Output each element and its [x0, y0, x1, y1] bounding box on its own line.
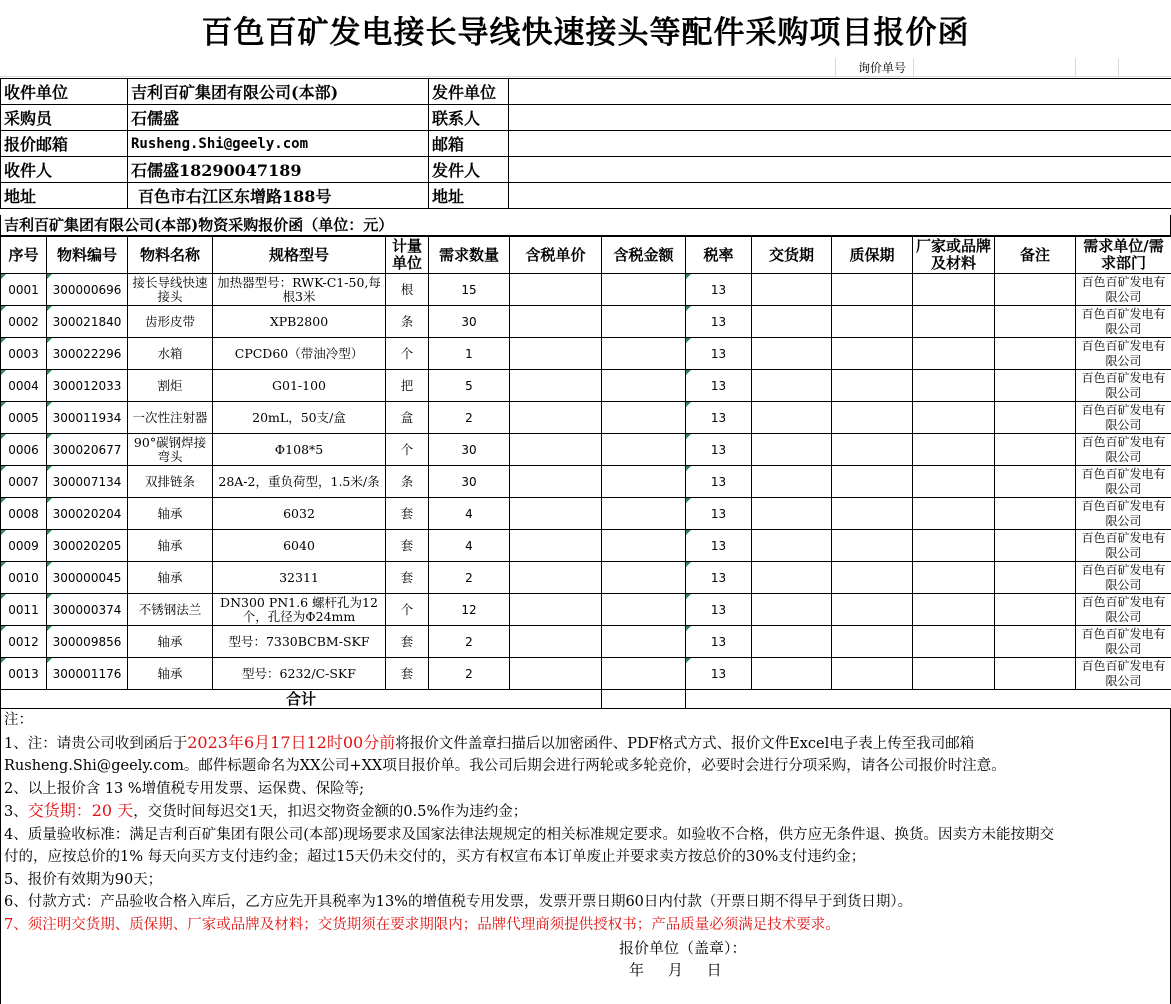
item-dept: 百色百矿发电有限公司	[1076, 498, 1171, 530]
item-no: 0005	[1, 402, 47, 434]
item-remark[interactable]	[995, 498, 1076, 530]
item-code: 300020677	[47, 434, 128, 466]
item-unit: 条	[386, 466, 429, 498]
item-tax: 13	[686, 626, 752, 658]
table-row	[1, 338, 1171, 370]
item-delivery[interactable]	[752, 498, 832, 530]
address-label: 地址	[1, 183, 128, 209]
table-row	[1, 562, 1171, 594]
item-warranty[interactable]	[832, 498, 913, 530]
item-qty: 30	[429, 306, 510, 338]
item-amount[interactable]	[602, 274, 686, 306]
item-tax: 13	[686, 498, 752, 530]
item-amount[interactable]	[602, 402, 686, 434]
col-code: 物料编号	[47, 237, 128, 274]
item-dept: 百色百矿发电有限公司	[1076, 658, 1171, 690]
item-remark[interactable]	[995, 434, 1076, 466]
table-subtitle: 吉利百矿集团有限公司(本部)物资采购报价函（单位：元）	[0, 215, 1171, 236]
item-delivery[interactable]	[752, 530, 832, 562]
item-amount[interactable]	[602, 370, 686, 402]
item-price[interactable]	[510, 338, 602, 370]
total-amount[interactable]	[602, 690, 686, 709]
buyer-value[interactable]: 石儒盛	[128, 105, 429, 131]
item-tax: 13	[686, 530, 752, 562]
gridline	[1075, 58, 1076, 76]
email-label: 报价邮箱	[1, 131, 128, 157]
item-dept: 百色百矿发电有限公司	[1076, 434, 1171, 466]
item-warranty[interactable]	[832, 370, 913, 402]
note-5: 5、报价有效期为90天；	[4, 871, 163, 888]
item-remark[interactable]	[995, 530, 1076, 562]
item-no: 0007	[1, 466, 47, 498]
item-delivery[interactable]	[752, 338, 832, 370]
table-row	[1, 530, 1171, 562]
item-amount[interactable]	[602, 466, 686, 498]
item-qty: 2	[429, 658, 510, 690]
item-delivery[interactable]	[752, 402, 832, 434]
item-dept: 百色百矿发电有限公司	[1076, 306, 1171, 338]
item-no: 0003	[1, 338, 47, 370]
item-dept: 百色百矿发电有限公司	[1076, 338, 1171, 370]
item-code: 300020204	[47, 498, 128, 530]
col-brand: 厂家或品牌及材料	[913, 237, 995, 274]
total-row	[1, 690, 1171, 709]
item-unit: 根	[386, 274, 429, 306]
note-4-a: 4、质量验收标准：满足吉利百矿集团有限公司(本部)现场要求及国家法律法规规定的相关标准规定要求。如验收不合格，供方应无条件退、换货。因卖方未能按期交	[4, 826, 1055, 843]
total-label: 合计	[1, 690, 602, 709]
item-name: 轴承	[128, 530, 213, 562]
item-unit: 套	[386, 498, 429, 530]
item-qty: 4	[429, 530, 510, 562]
receiver-unit-label: 收件单位	[1, 79, 128, 105]
item-warranty[interactable]	[832, 274, 913, 306]
col-no: 序号	[1, 237, 47, 274]
item-price[interactable]	[510, 530, 602, 562]
item-unit: 盒	[386, 402, 429, 434]
item-spec: 加热器型号：RWK-C1-50,每根3米	[213, 274, 386, 306]
item-name: 水箱	[128, 338, 213, 370]
item-name: 轴承	[128, 626, 213, 658]
item-qty: 30	[429, 434, 510, 466]
address-value[interactable]: 百色市右江区东增路188号	[128, 183, 429, 209]
item-amount[interactable]	[602, 658, 686, 690]
item-spec: 型号：6232/C-SKF	[213, 658, 386, 690]
item-spec: 32311	[213, 562, 386, 594]
inquiry-row	[0, 58, 1171, 77]
item-tax: 13	[686, 306, 752, 338]
item-unit: 套	[386, 530, 429, 562]
item-dept: 百色百矿发电有限公司	[1076, 594, 1171, 626]
item-brand[interactable]	[913, 274, 995, 306]
mailbox-value[interactable]	[509, 131, 1171, 157]
item-amount[interactable]	[602, 434, 686, 466]
table-row	[1, 626, 1171, 658]
note-3-a: 3、	[4, 804, 28, 820]
item-price[interactable]	[510, 658, 602, 690]
item-price[interactable]	[510, 626, 602, 658]
header-row	[1, 237, 1171, 274]
item-tax: 13	[686, 562, 752, 594]
item-name: 轴承	[128, 658, 213, 690]
item-brand[interactable]	[913, 338, 995, 370]
item-warranty[interactable]	[832, 626, 913, 658]
item-code: 300000374	[47, 594, 128, 626]
item-dept: 百色百矿发电有限公司	[1076, 370, 1171, 402]
item-delivery[interactable]	[752, 466, 832, 498]
sign-date: 年 月 日	[629, 961, 722, 979]
item-tax: 13	[686, 658, 752, 690]
item-remark[interactable]	[995, 370, 1076, 402]
item-remark[interactable]	[995, 594, 1076, 626]
signature-block	[619, 937, 747, 981]
info-table	[0, 78, 1171, 209]
recipient-value[interactable]: 石儒盛18290047189	[128, 157, 429, 183]
note-1-b: 将报价文件盖章扫描后以加密函件、PDF格式方式、报价文件Excel电子表上传至我司邮箱	[395, 735, 975, 752]
item-qty: 12	[429, 594, 510, 626]
table-row	[1, 370, 1171, 402]
item-unit: 个	[386, 594, 429, 626]
item-price[interactable]	[510, 306, 602, 338]
item-spec: Ф108*5	[213, 434, 386, 466]
item-dept: 百色百矿发电有限公司	[1076, 626, 1171, 658]
item-spec: 6032	[213, 498, 386, 530]
item-brand[interactable]	[913, 402, 995, 434]
item-brand[interactable]	[913, 530, 995, 562]
item-delivery[interactable]	[752, 626, 832, 658]
item-price[interactable]	[510, 562, 602, 594]
item-spec: G01-100	[213, 370, 386, 402]
item-delivery[interactable]	[752, 562, 832, 594]
item-no: 0012	[1, 626, 47, 658]
item-spec: XPB2800	[213, 306, 386, 338]
item-remark[interactable]	[995, 466, 1076, 498]
item-spec: CPCD60（带油冷型）	[213, 338, 386, 370]
item-unit: 条	[386, 306, 429, 338]
sender-address-label: 地址	[429, 183, 509, 209]
item-dept: 百色百矿发电有限公司	[1076, 402, 1171, 434]
item-no: 0002	[1, 306, 47, 338]
item-code: 300011934	[47, 402, 128, 434]
item-tax: 13	[686, 338, 752, 370]
table-row	[1, 594, 1171, 626]
item-code: 300001176	[47, 658, 128, 690]
mailbox-label: 邮箱	[429, 131, 509, 157]
item-tax: 13	[686, 274, 752, 306]
item-code: 300007134	[47, 466, 128, 498]
item-unit: 套	[386, 658, 429, 690]
item-remark[interactable]	[995, 274, 1076, 306]
item-code: 300020205	[47, 530, 128, 562]
note-6: 6、付款方式：产品验收合格入库后，乙方应先开具税率为13%的增值税专用发票，发票开票日期60日内付款（开票日期不得早于到货日期）。	[4, 894, 913, 910]
contact-value[interactable]	[509, 105, 1171, 131]
item-warranty[interactable]	[832, 562, 913, 594]
item-brand[interactable]	[913, 466, 995, 498]
table-row	[1, 434, 1171, 466]
item-qty: 30	[429, 466, 510, 498]
item-brand[interactable]	[913, 370, 995, 402]
item-qty: 5	[429, 370, 510, 402]
receiver-unit-value[interactable]: 吉利百矿集团有限公司(本部)	[128, 79, 429, 105]
note-1-c: Rusheng.Shi@geely.com。邮件标题命名为XX公司+XX项目报价单。我公司后期会进行两轮或多轮竞价，必要时会进行分项采购，请各公司报价时注意。	[4, 758, 1006, 774]
note-3	[4, 800, 1170, 824]
item-unit: 个	[386, 434, 429, 466]
sign-unit: 报价单位（盖章）：	[619, 939, 747, 957]
item-name: 轴承	[128, 562, 213, 594]
item-tax: 13	[686, 402, 752, 434]
item-spec: 型号：7330BCBM-SKF	[213, 626, 386, 658]
item-name: 齿形皮带	[128, 306, 213, 338]
item-spec: DN300 PN1.6 螺杆孔为12个，孔径为Ф24mm	[213, 594, 386, 626]
item-remark[interactable]	[995, 562, 1076, 594]
item-qty: 4	[429, 498, 510, 530]
item-dept: 百色百矿发电有限公司	[1076, 562, 1171, 594]
item-no: 0009	[1, 530, 47, 562]
item-warranty[interactable]	[832, 306, 913, 338]
item-remark[interactable]	[995, 626, 1076, 658]
item-name: 不锈钢法兰	[128, 594, 213, 626]
item-no: 0001	[1, 274, 47, 306]
item-spec: 6040	[213, 530, 386, 562]
item-brand[interactable]	[913, 562, 995, 594]
item-unit: 套	[386, 626, 429, 658]
note-2: 2、以上报价含 13 %增值税专用发票、运保费、保险等;	[4, 780, 365, 797]
notes-section	[0, 708, 1171, 1004]
item-no: 0011	[1, 594, 47, 626]
item-warranty[interactable]	[832, 658, 913, 690]
item-unit: 把	[386, 370, 429, 402]
item-price[interactable]	[510, 498, 602, 530]
item-code: 300009856	[47, 626, 128, 658]
total-filler	[686, 690, 1171, 709]
item-qty: 2	[429, 402, 510, 434]
col-warranty: 质保期	[832, 237, 913, 274]
col-name: 物料名称	[128, 237, 213, 274]
item-brand[interactable]	[913, 658, 995, 690]
col-qty: 需求数量	[429, 237, 510, 274]
sender-value[interactable]	[509, 157, 1171, 183]
item-price[interactable]	[510, 434, 602, 466]
item-code: 300021840	[47, 306, 128, 338]
item-dept: 百色百矿发电有限公司	[1076, 466, 1171, 498]
item-warranty[interactable]	[832, 594, 913, 626]
col-tax: 税率	[686, 237, 752, 274]
note-4-b: 付的，应按总价的1% 每天向买方支付违约金；超过15天仍未交付的，买方有权宣布本订单废止并要求卖方按总价的30%支付违约金；	[4, 849, 866, 865]
item-brand[interactable]	[913, 434, 995, 466]
table-row	[1, 498, 1171, 530]
col-spec: 规格型号	[213, 237, 386, 274]
item-price[interactable]	[510, 274, 602, 306]
item-unit: 个	[386, 338, 429, 370]
recipient-label: 收件人	[1, 157, 128, 183]
item-tax: 13	[686, 594, 752, 626]
item-name: 割炬	[128, 370, 213, 402]
table-row	[1, 306, 1171, 338]
sender-address-value[interactable]	[509, 183, 1171, 209]
item-no: 0006	[1, 434, 47, 466]
note-3-b: ，交货时间每迟交1天，扣迟交物资金额的0.5%作为违约金；	[133, 804, 528, 820]
item-remark[interactable]	[995, 658, 1076, 690]
item-tax: 13	[686, 370, 752, 402]
item-name: 接长导线快速接头	[128, 274, 213, 306]
notes-head: 注：	[4, 712, 33, 728]
item-brand[interactable]	[913, 594, 995, 626]
sender-unit-value[interactable]	[509, 79, 1171, 105]
item-delivery[interactable]	[752, 658, 832, 690]
table-row	[1, 658, 1171, 690]
col-unit: 计量单位	[386, 237, 429, 274]
item-spec: 28A-2，重负荷型，1.5米/条	[213, 466, 386, 498]
item-delivery[interactable]	[752, 306, 832, 338]
item-no: 0008	[1, 498, 47, 530]
item-spec: 20mL，50支/盒	[213, 402, 386, 434]
item-brand[interactable]	[913, 626, 995, 658]
item-amount[interactable]	[602, 594, 686, 626]
item-remark[interactable]	[995, 306, 1076, 338]
item-name: 轴承	[128, 498, 213, 530]
col-amount: 含税金额	[602, 237, 686, 274]
item-remark[interactable]	[995, 402, 1076, 434]
item-no: 0010	[1, 562, 47, 594]
item-delivery[interactable]	[752, 434, 832, 466]
table-row	[1, 466, 1171, 498]
item-price[interactable]	[510, 466, 602, 498]
item-qty: 1	[429, 338, 510, 370]
table-row	[1, 402, 1171, 434]
item-name: 一次性注射器	[128, 402, 213, 434]
item-tax: 13	[686, 434, 752, 466]
item-name: 双排链条	[128, 466, 213, 498]
item-no: 0004	[1, 370, 47, 402]
item-code: 300000045	[47, 562, 128, 594]
item-delivery[interactable]	[752, 594, 832, 626]
col-dept: 需求单位/需求部门	[1076, 237, 1171, 274]
item-qty: 15	[429, 274, 510, 306]
item-warranty[interactable]	[832, 434, 913, 466]
item-delivery[interactable]	[752, 370, 832, 402]
table-row	[1, 274, 1171, 306]
item-amount[interactable]	[602, 306, 686, 338]
item-warranty[interactable]	[832, 530, 913, 562]
item-price[interactable]	[510, 402, 602, 434]
note-3-delivery: 交货期：20 天	[27, 801, 134, 820]
item-brand[interactable]	[913, 306, 995, 338]
item-price[interactable]	[510, 370, 602, 402]
inquiry-number-label: 询价单号	[858, 61, 907, 75]
gridline	[1118, 58, 1119, 76]
item-amount[interactable]	[602, 530, 686, 562]
item-remark[interactable]	[995, 338, 1076, 370]
item-qty: 2	[429, 562, 510, 594]
col-price: 含税单价	[510, 237, 602, 274]
item-price[interactable]	[510, 594, 602, 626]
note-1-a: 1、注：请贵公司收到函后于	[4, 735, 188, 752]
sender-unit-label: 发件单位	[429, 79, 509, 105]
sender-label: 发件人	[429, 157, 509, 183]
col-remark: 备注	[995, 237, 1076, 274]
item-tax: 13	[686, 466, 752, 498]
item-warranty[interactable]	[832, 402, 913, 434]
item-amount[interactable]	[602, 498, 686, 530]
note-1	[4, 732, 1170, 756]
item-amount[interactable]	[602, 626, 686, 658]
item-warranty[interactable]	[832, 338, 913, 370]
col-delivery: 交货期	[752, 237, 832, 274]
item-amount[interactable]	[602, 562, 686, 594]
item-qty: 2	[429, 626, 510, 658]
note-7: 7、须注明交货期、质保期、厂家或品牌及材料；交货期须在要求期限内；品牌代理商须提供授权书；产品质量必须满足技术要求。	[4, 916, 840, 933]
items-table	[0, 236, 1171, 709]
item-name: 90°碳钢焊接弯头	[128, 434, 213, 466]
note-1-deadline: 2023年6月17日12时00分前	[187, 732, 396, 752]
item-brand[interactable]	[913, 498, 995, 530]
item-code: 300012033	[47, 370, 128, 402]
contact-label: 联系人	[429, 105, 509, 131]
gridline	[913, 58, 914, 76]
item-unit: 套	[386, 562, 429, 594]
item-amount[interactable]	[602, 338, 686, 370]
item-dept: 百色百矿发电有限公司	[1076, 274, 1171, 306]
email-value[interactable]: Rusheng.Shi@geely.com	[128, 131, 429, 157]
item-dept: 百色百矿发电有限公司	[1076, 530, 1171, 562]
gridline	[835, 58, 836, 76]
item-warranty[interactable]	[832, 466, 913, 498]
item-no: 0013	[1, 658, 47, 690]
item-delivery[interactable]	[752, 274, 832, 306]
page-title: 百色百矿发电接长导线快速接头等配件采购项目报价函	[201, 14, 970, 51]
item-code: 300022296	[47, 338, 128, 370]
buyer-label: 采购员	[1, 105, 128, 131]
item-code: 300000696	[47, 274, 128, 306]
